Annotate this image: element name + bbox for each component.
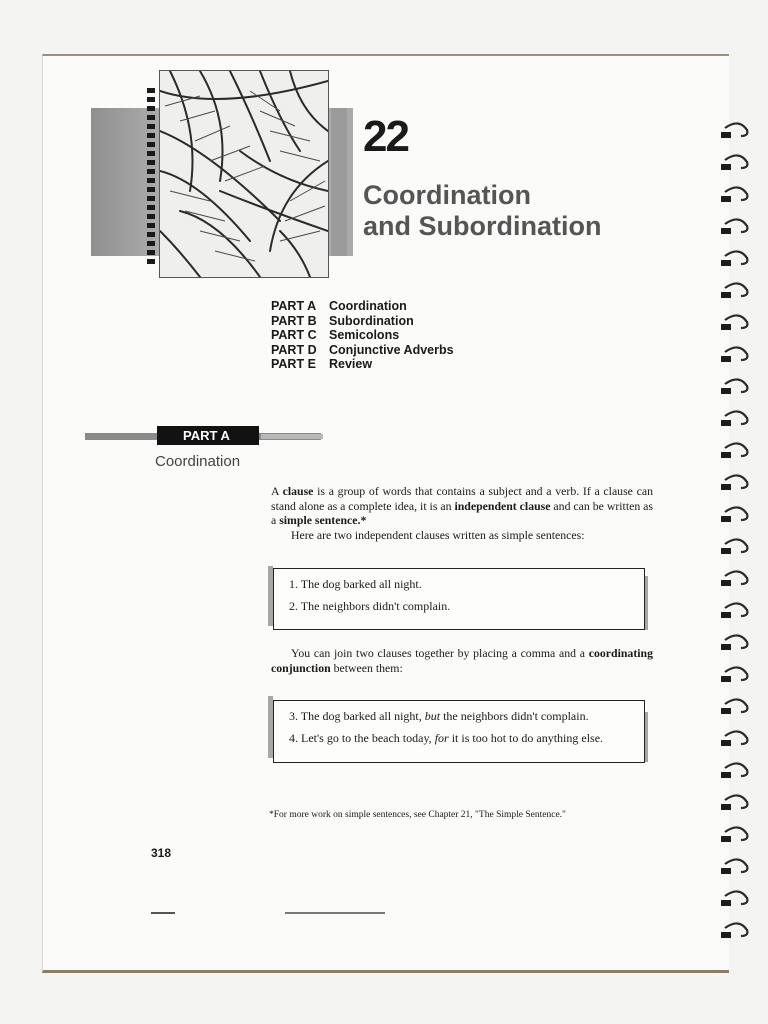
toc-part-title: Coordination bbox=[329, 299, 407, 313]
text-run: You can join two clauses together by placing a comma and a bbox=[291, 646, 589, 660]
term-independent-clause: independent clause bbox=[454, 498, 551, 513]
toc-part-label: PART C bbox=[271, 328, 317, 342]
toc-row bbox=[271, 328, 454, 343]
toc-row bbox=[271, 299, 454, 314]
text-run: it is too hot to do anything else. bbox=[448, 731, 604, 745]
text-run: and can be written as a bbox=[271, 498, 654, 527]
example-sentence: 1. The dog barked all night. bbox=[289, 577, 422, 591]
example-sentence: 2. The neighbors didn't complain. bbox=[289, 599, 451, 613]
toc-row bbox=[271, 343, 454, 358]
conjunction-for: for bbox=[434, 731, 449, 745]
chapter-title bbox=[363, 180, 663, 242]
spiral-binding-icon bbox=[721, 120, 761, 960]
header-band-edge bbox=[331, 108, 347, 256]
example-sentence bbox=[289, 705, 644, 727]
toc-part-label: PART B bbox=[271, 313, 317, 328]
text-run: 3. The dog barked all night, bbox=[289, 709, 425, 723]
toc-part-title: Conjunctive Adverbs bbox=[329, 342, 454, 357]
footnote: *For more work on simple sentences, see Chapter 21, "The Simple Sentence." bbox=[269, 810, 566, 820]
toc-row bbox=[271, 357, 454, 372]
palm-leaves-photo bbox=[159, 70, 329, 278]
coordination-paragraph bbox=[271, 646, 653, 675]
scan-mark bbox=[285, 912, 385, 914]
coordination-text bbox=[271, 646, 653, 675]
palm-frond-illustration bbox=[160, 71, 328, 277]
toc-part-title: Subordination bbox=[329, 313, 414, 328]
term-clause: clause bbox=[282, 484, 314, 498]
chapter-title-line2: and Subordination bbox=[363, 211, 602, 241]
toc-row bbox=[271, 314, 454, 329]
example-sentence bbox=[289, 727, 644, 749]
toc-part-title: Review bbox=[329, 357, 373, 371]
text-run: the neighbors didn't complain. bbox=[440, 709, 589, 723]
example-box-2 bbox=[273, 700, 645, 763]
text-run: is a group of words that contains a subject and a verb. If a clause can stand alone as a complete idea, it is an bbox=[271, 484, 653, 513]
part-badge: PART A bbox=[157, 426, 259, 445]
term-coordinating-conjunction: coordinating conjunction bbox=[271, 646, 653, 675]
page-number: 318 bbox=[151, 846, 172, 860]
term-simple-sentence: simple sentence.* bbox=[279, 513, 367, 527]
intro-sentence: Here are two independent clauses written as simple sentences: bbox=[291, 527, 585, 542]
scan-mark bbox=[151, 912, 175, 914]
toc-part-label: PART E bbox=[271, 357, 316, 371]
clause-definition-paragraph bbox=[271, 484, 653, 542]
section-title: Coordination bbox=[155, 453, 241, 470]
text-run: between them: bbox=[330, 660, 403, 675]
dotted-rule bbox=[147, 88, 155, 264]
section-rule-light bbox=[261, 434, 323, 439]
chapter-number: 22 bbox=[363, 112, 408, 161]
book-page bbox=[42, 54, 729, 973]
chapter-title-line1: Coordination bbox=[363, 180, 531, 210]
toc-part-label: PART A bbox=[271, 299, 317, 313]
toc-part-label: PART D bbox=[271, 342, 317, 357]
toc-part-title: Semicolons bbox=[329, 328, 400, 342]
conjunction-but: but bbox=[424, 709, 441, 723]
text-run: 4. Let's go to the beach today, bbox=[289, 731, 435, 745]
example-box-1 bbox=[273, 568, 645, 630]
chapter-contents bbox=[271, 299, 454, 372]
text-run: A bbox=[271, 484, 283, 498]
